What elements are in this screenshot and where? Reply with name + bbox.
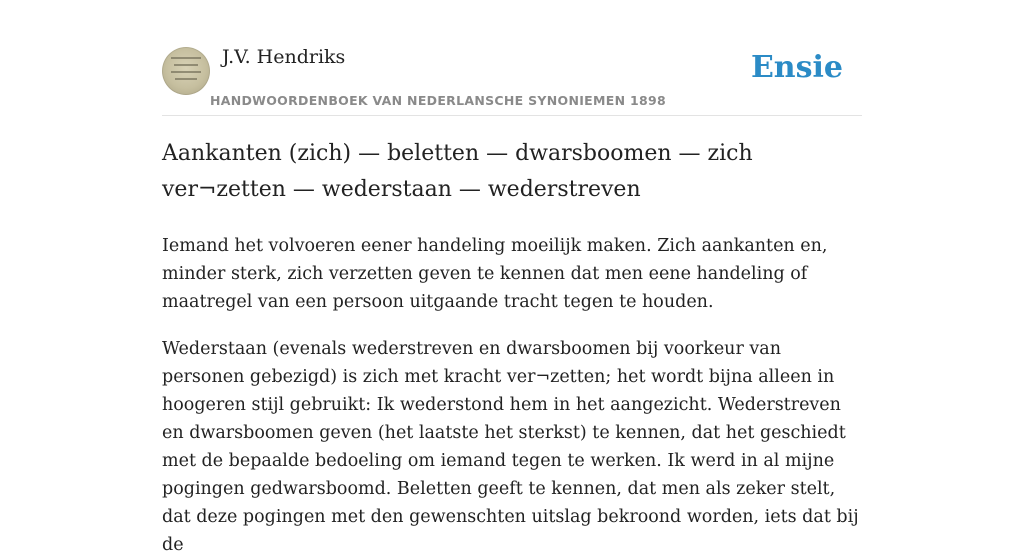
article-header: [162, 0, 862, 116]
article-title: Aankanten (zich) — beletten — dwarsboomen — zich ver¬zetten — wederstaan — wederstreven: [162, 141, 753, 202]
author-name[interactable]: J.V. Hendriks: [222, 46, 346, 68]
source-title[interactable]: HANDWOORDENBOEK VAN NEDERLANSCHE SYNONIEMEN 1898: [210, 93, 667, 108]
article-paragraph: Iemand het volvoeren eener handeling moeilijk maken. Zich aankanten en, minder sterk, zich verzetten geven te kennen dat men eene handeling of maatregel van een persoon uitgaande tracht tegen te houden.: [162, 236, 828, 312]
article-paragraph: Wederstaan (evenals wederstreven en dwarsboomen bij voorkeur van personen gebezigd) is zich met kracht ver¬zetten; het wordt bijna alleen in hoogeren stijl gebruikt: Ik wederstond hem in het aangezicht. Wederstreven en dwarsboomen geven (het laatste het sterkst) te kennen, dat het geschiedt met de bepaalde bedoeling om iemand tegen te werken. Ik werd in al mijne pogingen gedwarsboomd. Beletten geeft te kennen, dat men als zeker stelt, dat deze pogingen met den gewenschten uitslag bekroond worden, iets dat bij de: [162, 339, 859, 555]
brand-logo[interactable]: Ensie: [750, 50, 843, 85]
article-page: [162, 0, 862, 559]
book-cover-icon[interactable]: [162, 47, 210, 95]
